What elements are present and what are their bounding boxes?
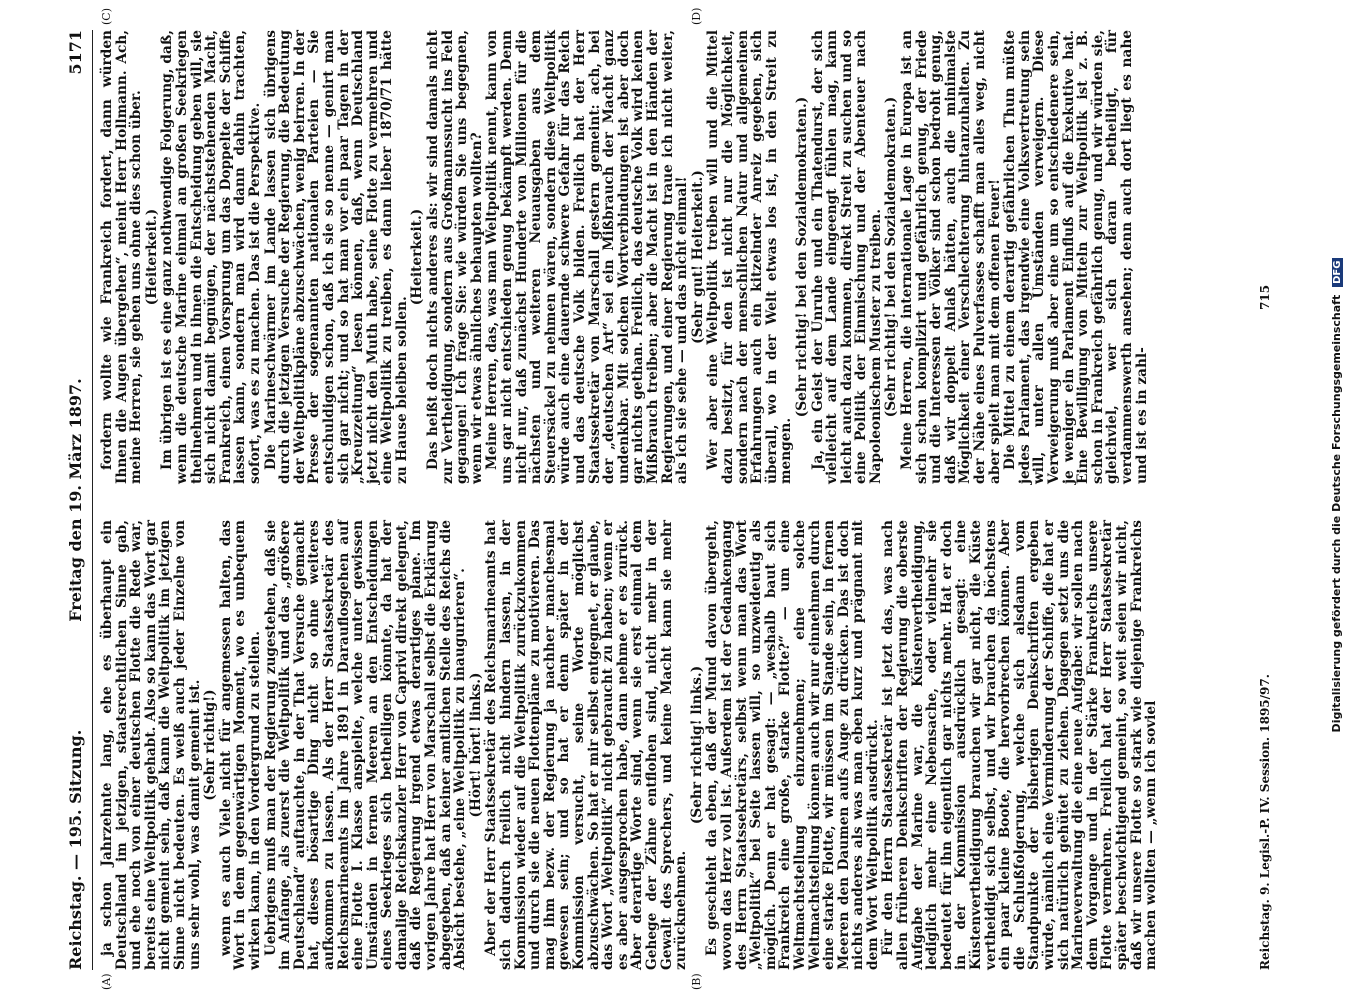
paragraph: (Sehr richtig! bei den Sozialdemokraten.) [883,96,900,418]
margin-marker-d: (D) [690,7,703,25]
paragraph: Im übrigen ist es eine ganz nothwendige Folgerung, daß, wenn die deutsche Marine einmal an großen Seekriegen theilnehmen und in ihnen die Entscheidung geben will, sie sich nicht damit begnügen, der nächststehenden Macht, Frankreich, einen Vorsprung um das Doppelte der Schiffe lassen kann, sondern man wird dann dahin trachten, sofort, was es zu machen. Das ist die Perspektive. [159,30,263,484]
dfg-logo: DFG [1332,258,1343,287]
page-number: 5171 [65,30,85,75]
paragraph: (Heiterkeit.) [409,208,426,306]
paragraph: ja schon Jahrzehnte lang, ehe es überhaupt ein Deutschland im jetzigen, staatsrechtlichen Sinne gab, und ehe noch von einer deutschen Flotte die Rede war, bereits eine Weltpolitik gehabt. Also so kann das Wort gar nicht gemeint sein, daß kann die Weltpolitik im jetzigen Sinne nicht bedeuten. Es weiß auch jeder Einzelne von uns sehr wohl, was damit gemeint ist. [99,520,203,970]
footer-signature: 715 [1258,284,1272,310]
header-rule [92,30,93,970]
footer-session: Reichstag. 9. Legisl.-P. IV. Session. 1895/97. [1258,674,1272,970]
paragraph: (Sehr richtig! bei den Sozialdemokraten.) [793,96,810,418]
paragraph: (Sehr gut! Heiterkeit.) [689,170,706,344]
paragraph: Ja, ein Geist der Unruhe und ein Thatendurst, der sich vielleicht auf dem Lande eingeengt fühlen mag, kann leicht auch dazu kommen, direkt Streit zu suchen und so eine Politik der Einmischung und der Abenteuer nach Napoleonischem Muster zu treiben. [809,30,884,484]
margin-marker-a: (A) [100,973,113,990]
paragraph: Das heißt doch nichts anderes als: wir sind damals nicht zur Vertheidigung, sondern aus Großmannssucht ins Feld gegangen! Ich frage Sie: wie würden Sie uns begegnen, wenn wir etwas ähnliches behaupten wollten? [425,30,485,484]
header-left: Reichstag. — 195. Sitzung. [65,729,85,970]
page-header [62,30,88,970]
paragraph: (Sehr richtig!) [202,689,219,801]
margin-marker-c: (C) [100,8,113,25]
digitization-credit [1330,5,1343,985]
credit-text: Digitalisierung gefördert durch die Deutsche Forschungsgemeinschaft [1330,294,1343,733]
paragraph: Meine Herren, die internationale Lage in Europa ist an sich schon komplizirt und gefährlich genug, der Friede und die Interessen der Völker sind schon bedroht genug, daß wir doppelt Anlaß hätten, auch die minimalste Möglichkeit einer Verschlechterung hintanzuhalten. Zu der Nähe eines Pulverfasses schafft man alles weg, nicht aber spielt man mit dem offenen Feuer! [899,30,1003,484]
text-column-left [100,520,1160,970]
paragraph: (Heiterkeit.) [143,208,160,306]
text-column-right [100,30,1150,484]
paragraph: (Sehr richtig! links.) [688,665,705,825]
paragraph: Wer aber eine Weltpolitik treiben will und die Mittel dazu besitzt, für den ist nicht nur die Möglichkeit, sondern nach der menschlichen Natur und allgemeinen Erfahrungen auch ein kitzelnder Anreiz gegeben, sich überall, wo in der Welt etwas los ist, in den Streit zu mengen. [705,30,795,484]
paragraph: (Hört! hört! links.) [467,672,484,818]
paragraph: fordern wollte wie Frankreich fordert, dann würden Ihnen die Augen übergehen“, meint Herr Hollmann. Ach, meine Herren, sie gehen uns ohne dies schon über. [99,30,145,484]
paragraph: Meine Herren, das, was man Weltpolitik nennt, kann von uns gar nicht entschieden genug bekämpft werden. Denn nicht nur, daß zunächst Hunderte von Millionen für die nächsten und weiteren Neuausgaben aus dem Steuersäckel zu nehmen wären, sondern diese Weltpolitik würde auch eine dauernde schwere Gefahr für das Reich und das deutsche Volk bilden. Freilich hat der Herr Staatssekretär von Marschall gestern gemeint: ach, bei der „deutschen Art“ sei ein Mißbrauch der Macht ganz undenkbar. Mit solchen Wortverbindungen ist aber doch gar nichts gethan. Freilich, das deutsche Volk wird keinen Mißbrauch treiben; aber die Macht ist in den Händen der Regierungen, und einer Regierung traue ich nicht weiter, als ich sie sehe — und das nicht einmal! [484,30,691,484]
header-date: Freitag den 19. März 1897. [65,378,85,622]
paragraph: wenn es auch Viele nicht für angemessen halten, das Wort in dem gegenwärtigen Moment, wo es unbequem wirken kann, in den Vordergrund zu stellen. [217,520,263,970]
margin-marker-b: (B) [690,973,703,990]
paragraph: Aber der Herr Staatssekretär des Reichsmarineamts hat sich dadurch freilich nicht hindern lassen, in der Kommission wieder auf die Weltpolitik zurückzukommen und durch sie die neuen Flottenpläne zu motivieren. Das mag ihm bezw. der Regierung ja nachher manchesmal gewesen sein; und so hat er denn später in der Kommission versucht, seine Worte möglichst abzuschwächen. So hat er mir selbst entgegnet, er glaube, das Wort „Weltpolitik“ nicht gebraucht zu haben; wenn er es aber ausgesprochen habe, dann nehme er es zurück. Aber derartige Worte sind, wenn sie erst einmal dem Gehege der Zähne entflohen sind, nicht mehr in der Gewalt des Sprechers, und keine Macht kann sie mehr zurücknehmen. [483,520,690,970]
paragraph: Es geschieht da eben, daß der Mund davon übergeht, wovon das Herz voll ist. Außerdem ist der Gedankengang des Herrn Staatssekretärs, selbst wenn man das Wort „Weltpolitik“ bei Seite lassen will, so unzweideutig als möglich. Denn er hat gesagt: — „weshalb baut sich Frankreich eine große, starke Flotte?“ — um eine Weltmachtstellung einzunehmen; eine solche Weltmachtstellung können auch wir nur einnehmen durch eine starke Flotte, wir müssen im Stande sein, in fernen Meeren den Daumen aufs Auge zu drücken. Das ist doch nichts anderes als was man eben kurz und prägnant mit dem Wort Weltpolitik ausdrückt. [704,520,881,970]
paragraph: Uebrigens muß man der Regierung zugestehen, daß sie im Anfange, als zuerst die Weltpolitik und das „größere Deutschland“ auftauchte, in der That Versuche gemacht hat, dieses bösartige Ding nicht so ohne weiteres aufkommen zu lassen. Als der Herr Staatssekretär des Reichsmarineamts im Jahre 1891 in Darauflosgehen auf eine Flotte I. Klasse anspielte, welche unter gewissen Umständen in fernen Meeren an den Entscheidungen eines Seekrieges sich betheiligen könnte, da hat der damalige Reichskanzler Herr von Caprivi direkt gelegnet, daß die Regierung irgend etwas derartiges plane. Im vorigen Jahre hat Herr von Marschall selbst die Erklärung abgegeben, daß an keiner amtlichen Stelle des Reichs die Absicht bestehe, „eine Weltpolitik zu inaugurieren“. [262,520,469,970]
paragraph: Für den Herrn Staatssekretär ist jetzt das, was nach allen früheren Denkschriften der Regierung die oberste Aufgabe der Marine war, die Küstenvertheidigung, lediglich mehr eine Nebensache, oder vielmehr sie bedeutet für ihn eigentlich gar nichts mehr. Hat er doch in der Kommission ausdrücklich gesagt: eine Küstenvertheidigung brauchen wir gar nicht, die Küste vertheidigt sich selbst, und wir brauchen da höchstens ein paar kleine Boote, die hervorbrechen können. Aber die Schlußfolgerung, welche sich alsdann vom Standpunkte der bisherigen Denkschriften ergeben würde, nämlich eine Verminderung der Schiffe, die hat er sich natürlich gehütet zu ziehen. Dagegen setzt uns die Marineverwaltung die eine neue Aufgabe: wir sollen nach dem Vorgange und in der Stärke Frankreichs unsere Flotte vermehren. Freilich hat der Herr Staatssekretär später beschwichtigend gemeint, so weit seien wir nicht, daß wir unsere Flotte so stark wie diejenige Frankreichs machen wollten — „wenn ich soviel [880,520,1160,970]
paragraph: Die Marineschwärmer im Lande lassen sich übrigens durch die jetzigen Versuche der Regierung, die Bedeutung der Weltpolitikpläne abzuschwächen, wenig beirren. In der Presse der sogenannten nationalen Parteien — Sie entschuldigen schon, daß ich sie so nenne — genirt man sich gar nicht; und so hat man vor ein paar Tagen in der „Kreuzzeitung“ lesen können, daß, wenn Deutschland jetzt nicht den Muth habe, seine Flotte zu vermehren und eine Weltpolitik zu treiben, es dann lieber 1870/71 hätte zu Hause bleiben sollen. [262,30,410,484]
paragraph: Die Mittel zu einem derartig gefährlichen Thun müßte jedes Parlament, das irgendwie eine Volksvertretung sein will, unter allen Umständen verweigern. Diese Verweigerung muß aber eine um so entschiedenere sein, je weniger ein Parlament Einfluß auf die Exekutive hat. Eine Bewilligung von Mitteln zur Weltpolitik ist z. B. schon in Frankreich gefährlich genug, und wir würden sie, gleichviel, wer sich daran betheiligt, für verdammenswerth ansehen; denn auch dort liegt es nahe und ist es in zahl- [1002,30,1150,484]
